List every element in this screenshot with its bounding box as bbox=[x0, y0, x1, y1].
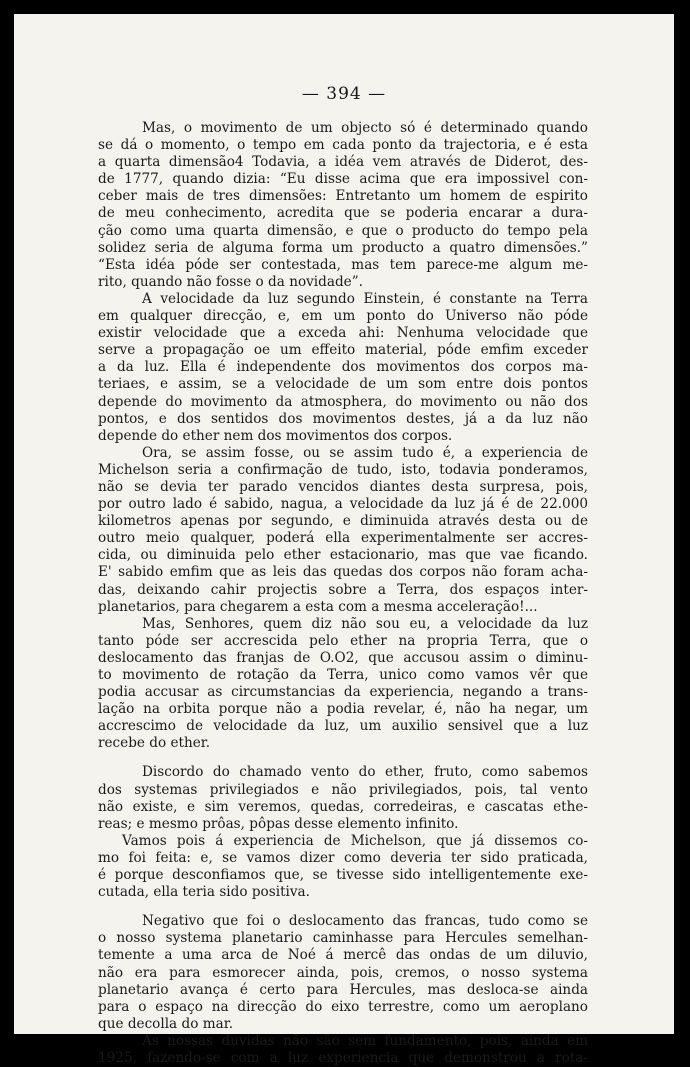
text-line: serve a propagação oe um effeito material, póde emfim exceder bbox=[98, 342, 588, 359]
page-number: — 394 — bbox=[301, 84, 387, 104]
text-line: não era para esmorecer ainda, pois, cremos, o nosso systema bbox=[98, 964, 588, 981]
text-line: mo foi feita: e, se vamos dizer como deveria ter sido praticada, bbox=[98, 849, 588, 866]
paragraph bbox=[98, 1033, 588, 1067]
book-page bbox=[14, 14, 674, 1066]
text-line: reas; e mesmo prôas, pôpas desse elemento infinito. bbox=[98, 815, 459, 832]
text-line: “Esta idéa póde ser contestada, mas tem parece-me algum me- bbox=[98, 256, 588, 273]
text-line: outro meio qualquer, poderá ella experimentalmente ser accres- bbox=[98, 530, 588, 547]
text-line: Michelson seria a confirmação de tudo, isto, todavia ponderamos, bbox=[98, 461, 588, 478]
text-line: to movimento de rotação da Terra, unico como vamos vêr que bbox=[98, 667, 588, 683]
text-line: Vamos pois á experiencia de Michelson, que já dissemos co- bbox=[122, 832, 588, 849]
text-line: podia accusar as circumstancias da experiencia, negando a trans- bbox=[98, 684, 588, 701]
text-line: planetarios, para chegarem a esta com a mesma acceleração!... bbox=[98, 598, 538, 615]
text-line: temente a uma arca de Noé á mercê das ondas de um diluvio, bbox=[98, 947, 588, 964]
paragraph bbox=[98, 291, 588, 445]
paragraph bbox=[98, 445, 588, 616]
text-line: planetario avança é certo para Hercules, mas desloca-se ainda bbox=[98, 981, 588, 998]
paragraph bbox=[98, 616, 588, 753]
text-line: Ora, se assim fosse, ou se assim tudo é, a experiencia de bbox=[142, 444, 588, 461]
text-line: pontos, e dos sentidos dos movimentos destes, já a da luz não bbox=[98, 410, 588, 427]
text-line: depende do ether nem dos movimentos dos corpos. bbox=[98, 427, 453, 444]
text-line: é porque desconfiamos que, se tivesse sido intelligentemente exe- bbox=[98, 867, 588, 884]
text-line: ceber mais de tres dimensões: Entretanto um homem de espirito bbox=[98, 188, 588, 205]
text-line: depende do movimento da atmosphera, do movimento ou não dos bbox=[98, 393, 588, 410]
text-line: rito, quando não fosse o da novidade”. bbox=[98, 273, 363, 290]
text-line: A velocidade da luz segundo Einstein, é constante na Terra bbox=[142, 290, 588, 307]
text-line: existir velocidade que a exceda ahi: Nenhuma velocidade que bbox=[98, 325, 588, 342]
text-line: solidez seria de alguma forma um producto a quatro dimensões.” bbox=[98, 239, 588, 256]
text-line: que decolla do mar. bbox=[98, 1015, 234, 1032]
text-line: Negativo que foi o deslocamento das francas, tudo como se bbox=[142, 913, 588, 930]
text-line: 1925, fazendo-se com a luz experiencia que demonstrou a rota- bbox=[98, 1049, 588, 1066]
paragraph bbox=[98, 764, 588, 832]
text-line: cida, ou diminuida pelo ether estacionario, mas que vae ficando. bbox=[98, 547, 588, 564]
text-line: teriaes, e assim, se a velocidade de um som entre dois pontos bbox=[98, 376, 588, 393]
text-line: se dá o momento, o tempo em cada ponto da trajectoria, e é esta bbox=[98, 137, 588, 154]
paragraph bbox=[98, 833, 588, 901]
text-line: em qualquer direcção, e, em um ponto do Universo não póde bbox=[98, 308, 588, 325]
text-line: para o espaço na direcção do eixo terrestre, como um aeroplano bbox=[98, 998, 588, 1015]
text-line: a quarta dimensão4 Todavia, a idéa vem através de Diderot, des- bbox=[98, 154, 588, 171]
text-line: accrescimo de velocidade da luz, um auxilio sensivel que a luz bbox=[98, 718, 588, 735]
text-line: deslocamento das franjas de O.O2, que accusou assim o diminu- bbox=[98, 649, 588, 666]
text-line: Mas, o movimento de um objecto só é determinado quando bbox=[142, 120, 588, 136]
text-line: dos systemas privilegiados e não privilegiados, pois, tal vento bbox=[98, 781, 588, 798]
text-line: tanto póde ser accrescida pelo ether na propria Terra, que o bbox=[98, 632, 588, 649]
text-line: E' sabido emfim que as leis das quedas dos corpos não foram acha- bbox=[98, 564, 588, 581]
text-line: cutada, ella teria sido positiva. bbox=[98, 884, 310, 901]
text-line: kilometros apenas por segundo, e diminuida através desta ou de bbox=[98, 513, 588, 530]
text-line: lação na orbita porque não a podia revelar, é, não ha negar, um bbox=[98, 701, 588, 718]
paragraph bbox=[98, 120, 588, 291]
text-line: das, deixando cahir projectis sobre a Terra, dos espaços inter- bbox=[98, 581, 588, 598]
paragraph bbox=[98, 913, 588, 1033]
text-line: por outro lado é sabido, nagua, a velocidade da luz já é de 22.000 bbox=[98, 496, 588, 513]
text-line: ção como uma quarta dimensão, e que o producto do tempo pela bbox=[98, 222, 588, 239]
text-line: recebe do ether. bbox=[98, 735, 211, 752]
text-line: não existe, e sim veremos, quedas, corredeiras, e cascatas ethe- bbox=[98, 798, 588, 815]
body-text bbox=[98, 120, 588, 1067]
text-line: As nossas duvidas não são sem fundamento, pois, ainda em bbox=[142, 1032, 588, 1049]
text-line: Mas, Senhores, quem diz não sou eu, a velocidade da luz bbox=[142, 615, 588, 632]
text-line: Discordo do chamado vento do ether, fruto, como sabemos bbox=[142, 764, 588, 781]
text-line: de meu conhecimento, acredita que se poderia encarar a dura- bbox=[98, 205, 588, 222]
text-line: de 1777, quando dizia: “Eu disse acima que era impossivel con- bbox=[98, 171, 588, 188]
text-line: não se devia ter parado vencidos diantes desta surpresa, pois, bbox=[98, 478, 588, 495]
text-line: a da luz. Ella é independente dos movimentos dos corpos ma- bbox=[98, 359, 588, 376]
text-line: o nosso systema planetario caminhasse para Hercules semelhan- bbox=[98, 930, 588, 947]
